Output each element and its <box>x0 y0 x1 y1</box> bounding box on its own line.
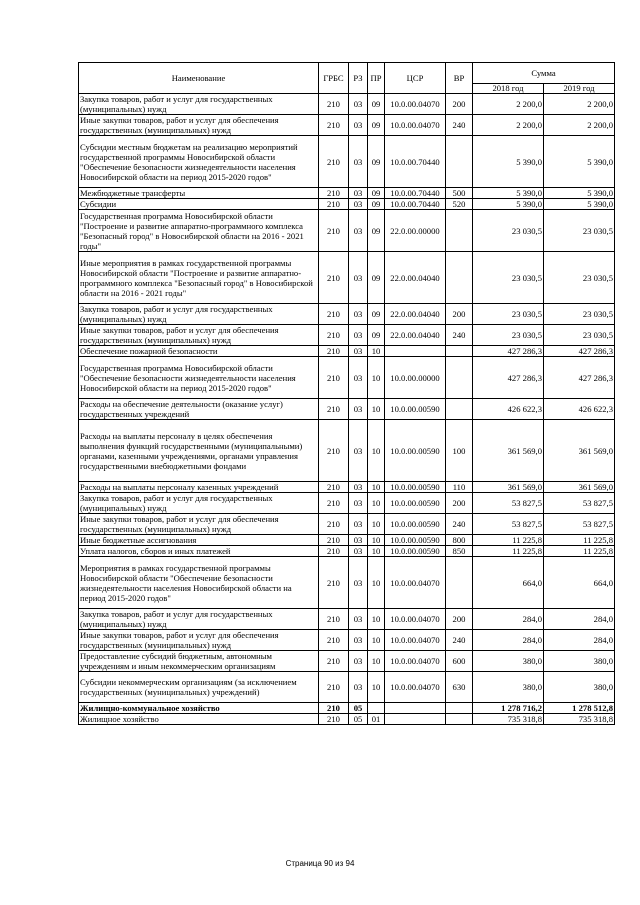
row-pr: 10 <box>368 546 385 557</box>
row-sum-2019: 284,0 <box>544 630 615 651</box>
row-grbs: 210 <box>319 672 349 703</box>
row-rz: 03 <box>349 420 368 482</box>
row-vr <box>446 714 473 725</box>
row-sum-2018: 426 622,3 <box>473 399 544 420</box>
row-csr: 10.0.00.70440 <box>385 199 446 210</box>
row-vr: 520 <box>446 199 473 210</box>
row-csr: 10.0.00.04070 <box>385 672 446 703</box>
row-rz: 03 <box>349 199 368 210</box>
row-rz: 03 <box>349 514 368 535</box>
row-vr: 240 <box>446 630 473 651</box>
row-rz: 03 <box>349 482 368 493</box>
row-sum-2018: 380,0 <box>473 651 544 672</box>
table-row <box>79 546 615 557</box>
row-grbs: 210 <box>319 493 349 514</box>
row-rz: 03 <box>349 325 368 346</box>
row-rz: 05 <box>349 703 368 714</box>
row-pr: 09 <box>368 252 385 304</box>
table-row <box>79 630 615 651</box>
table-row <box>79 482 615 493</box>
table-row <box>79 136 615 188</box>
row-name: Иные закупки товаров, работ и услуг для обеспечения государственных (муниципальных) нужд <box>79 115 319 136</box>
row-rz: 03 <box>349 493 368 514</box>
row-rz: 03 <box>349 546 368 557</box>
row-sum-2019: 23 030,5 <box>544 210 615 252</box>
row-csr: 10.0.00.70440 <box>385 188 446 199</box>
row-vr: 240 <box>446 514 473 535</box>
row-sum-2018: 11 225,8 <box>473 535 544 546</box>
row-name: Государственная программа Новосибирской области "Построение и развитие аппаратно-программного комплекса "Безопасный город" в Новосибирской области на 2016 - 2021 годы" <box>79 210 319 252</box>
row-name: Уплата налогов, сборов и иных платежей <box>79 546 319 557</box>
row-csr: 10.0.00.70440 <box>385 136 446 188</box>
row-grbs: 210 <box>319 210 349 252</box>
header-sum: Сумма <box>473 63 615 84</box>
row-name: Закупка товаров, работ и услуг для государственных (муниципальных) нужд <box>79 609 319 630</box>
row-csr: 10.0.00.00590 <box>385 514 446 535</box>
row-sum-2018: 23 030,5 <box>473 304 544 325</box>
header-rz: РЗ <box>349 63 368 94</box>
row-grbs: 210 <box>319 252 349 304</box>
row-vr <box>446 399 473 420</box>
row-sum-2018: 11 225,8 <box>473 546 544 557</box>
row-rz: 03 <box>349 188 368 199</box>
table-row <box>79 346 615 357</box>
table-row <box>79 325 615 346</box>
row-vr: 500 <box>446 188 473 199</box>
row-sum-2019: 1 278 512,8 <box>544 703 615 714</box>
table-row <box>79 493 615 514</box>
row-vr <box>446 346 473 357</box>
row-grbs: 210 <box>319 630 349 651</box>
row-name: Мероприятия в рамках государственной программы Новосибирской области "Обеспечение безопасности жизнедеятельности населения Новосибирской области на период 2015-2020 годов" <box>79 557 319 609</box>
row-vr: 200 <box>446 304 473 325</box>
row-name: Расходы на выплаты персоналу казенных учреждений <box>79 482 319 493</box>
row-grbs: 210 <box>319 651 349 672</box>
row-vr <box>446 357 473 399</box>
row-rz: 03 <box>349 672 368 703</box>
row-grbs: 210 <box>319 325 349 346</box>
row-vr: 800 <box>446 535 473 546</box>
row-name: Закупка товаров, работ и услуг для государственных (муниципальных) нужд <box>79 493 319 514</box>
row-vr: 110 <box>446 482 473 493</box>
row-rz: 05 <box>349 714 368 725</box>
row-name: Иные закупки товаров, работ и услуг для обеспечения государственных (муниципальных) нужд <box>79 325 319 346</box>
row-vr: 600 <box>446 651 473 672</box>
row-sum-2019: 5 390,0 <box>544 136 615 188</box>
row-pr: 10 <box>368 493 385 514</box>
row-sum-2019: 735 318,8 <box>544 714 615 725</box>
row-pr: 09 <box>368 115 385 136</box>
row-sum-2019: 361 569,0 <box>544 482 615 493</box>
row-grbs: 210 <box>319 399 349 420</box>
row-name: Межбюджетные трансферты <box>79 188 319 199</box>
table-row <box>79 188 615 199</box>
row-rz: 03 <box>349 609 368 630</box>
row-sum-2018: 427 286,3 <box>473 346 544 357</box>
row-csr: 22.0.00.00000 <box>385 210 446 252</box>
row-name: Государственная программа Новосибирской области "Обеспечение безопасности жизнедеятельности населения Новосибирской области на период 2015-2020 годов" <box>79 357 319 399</box>
row-grbs: 210 <box>319 346 349 357</box>
row-name: Иные закупки товаров, работ и услуг для обеспечения государственных (муниципальных) нужд <box>79 630 319 651</box>
row-grbs: 210 <box>319 188 349 199</box>
row-sum-2019: 664,0 <box>544 557 615 609</box>
row-sum-2019: 23 030,5 <box>544 304 615 325</box>
row-name: Расходы на обеспечение деятельности (оказание услуг) государственных учреждений <box>79 399 319 420</box>
row-sum-2018: 380,0 <box>473 672 544 703</box>
row-csr: 10.0.00.04070 <box>385 115 446 136</box>
row-rz: 03 <box>349 651 368 672</box>
header-name: Наименование <box>79 63 319 94</box>
row-vr: 630 <box>446 672 473 703</box>
row-rz: 03 <box>349 630 368 651</box>
row-name: Расходы на выплаты персоналу в целях обеспечения выполнения функций государственными (муниципальными) органами, казенными учреждениями, органами управления государственными внебюджетными фондами <box>79 420 319 482</box>
row-sum-2019: 380,0 <box>544 672 615 703</box>
header-pr: ПР <box>368 63 385 94</box>
table-row <box>79 703 615 714</box>
row-sum-2018: 53 827,5 <box>473 514 544 535</box>
row-pr: 10 <box>368 399 385 420</box>
row-csr: 10.0.00.00590 <box>385 399 446 420</box>
row-pr: 10 <box>368 346 385 357</box>
row-csr: 10.0.00.04070 <box>385 630 446 651</box>
row-grbs: 210 <box>319 703 349 714</box>
budget-table <box>78 62 615 725</box>
row-sum-2019: 23 030,5 <box>544 252 615 304</box>
row-sum-2018: 664,0 <box>473 557 544 609</box>
row-vr: 240 <box>446 325 473 346</box>
row-sum-2019: 11 225,8 <box>544 546 615 557</box>
row-rz: 03 <box>349 557 368 609</box>
row-name: Субсидии <box>79 199 319 210</box>
row-grbs: 210 <box>319 609 349 630</box>
row-csr: 10.0.00.04070 <box>385 557 446 609</box>
row-vr <box>446 557 473 609</box>
row-name: Закупка товаров, работ и услуг для государственных (муниципальных) нужд <box>79 94 319 115</box>
row-pr: 10 <box>368 420 385 482</box>
row-vr: 200 <box>446 609 473 630</box>
row-name: Субсидии некоммерческим организациям (за исключением государственных (муниципальных) учреждений) <box>79 672 319 703</box>
page-footer: Страница 90 из 94 <box>285 859 355 868</box>
row-rz: 03 <box>349 304 368 325</box>
row-grbs: 210 <box>319 546 349 557</box>
row-name: Жилищно-коммунальное хозяйство <box>79 703 319 714</box>
row-name: Жилищное хозяйство <box>79 714 319 725</box>
table-row <box>79 252 615 304</box>
row-csr: 10.0.00.04070 <box>385 609 446 630</box>
row-csr: 10.0.00.00590 <box>385 420 446 482</box>
table-body <box>79 94 615 725</box>
table-row <box>79 514 615 535</box>
row-sum-2019: 427 286,3 <box>544 346 615 357</box>
row-rz: 03 <box>349 535 368 546</box>
row-grbs: 210 <box>319 199 349 210</box>
row-csr: 10.0.00.00590 <box>385 482 446 493</box>
row-vr <box>446 136 473 188</box>
row-csr: 10.0.00.00590 <box>385 546 446 557</box>
header-year-2019: 2019 год <box>544 84 615 94</box>
row-grbs: 210 <box>319 420 349 482</box>
row-vr <box>446 210 473 252</box>
row-vr <box>446 703 473 714</box>
row-sum-2019: 427 286,3 <box>544 357 615 399</box>
row-sum-2018: 2 200,0 <box>473 115 544 136</box>
row-vr: 850 <box>446 546 473 557</box>
row-grbs: 210 <box>319 94 349 115</box>
row-sum-2018: 23 030,5 <box>473 210 544 252</box>
row-grbs: 210 <box>319 514 349 535</box>
row-pr: 09 <box>368 94 385 115</box>
row-sum-2018: 5 390,0 <box>473 199 544 210</box>
table-row <box>79 199 615 210</box>
row-grbs: 210 <box>319 535 349 546</box>
table-header-row <box>79 63 615 84</box>
row-rz: 03 <box>349 115 368 136</box>
row-pr: 10 <box>368 609 385 630</box>
row-csr: 10.0.00.00590 <box>385 535 446 546</box>
row-sum-2018: 53 827,5 <box>473 493 544 514</box>
row-name: Иные бюджетные ассигнования <box>79 535 319 546</box>
row-pr: 09 <box>368 199 385 210</box>
row-csr <box>385 703 446 714</box>
row-sum-2019: 53 827,5 <box>544 514 615 535</box>
row-sum-2019: 2 200,0 <box>544 94 615 115</box>
table-row <box>79 94 615 115</box>
row-csr <box>385 714 446 725</box>
row-pr: 01 <box>368 714 385 725</box>
row-pr: 10 <box>368 651 385 672</box>
row-csr <box>385 346 446 357</box>
row-sum-2018: 5 390,0 <box>473 136 544 188</box>
header-grbs: ГРБС <box>319 63 349 94</box>
table-row <box>79 210 615 252</box>
row-name: Закупка товаров, работ и услуг для государственных (муниципальных) нужд <box>79 304 319 325</box>
row-sum-2018: 23 030,5 <box>473 325 544 346</box>
row-sum-2018: 361 569,0 <box>473 482 544 493</box>
table-row <box>79 609 615 630</box>
header-vr: ВР <box>446 63 473 94</box>
row-sum-2018: 2 200,0 <box>473 94 544 115</box>
row-sum-2019: 5 390,0 <box>544 188 615 199</box>
table-row <box>79 420 615 482</box>
row-name: Предоставление субсидий бюджетным, автономным учреждениям и иным некоммерческим организациям <box>79 651 319 672</box>
table-row <box>79 651 615 672</box>
row-csr: 10.0.00.00000 <box>385 357 446 399</box>
row-sum-2019: 380,0 <box>544 651 615 672</box>
budget-table-sheet <box>78 62 614 725</box>
row-pr: 10 <box>368 357 385 399</box>
row-sum-2019: 23 030,5 <box>544 325 615 346</box>
row-pr: 10 <box>368 672 385 703</box>
row-name: Субсидии местным бюджетам на реализацию мероприятий государственной программы Новосибирской области "Обеспечение безопасности жизнедеятельности населения Новосибирской области на период 2015-2020 годов" <box>79 136 319 188</box>
row-sum-2019: 284,0 <box>544 609 615 630</box>
row-sum-2018: 735 318,8 <box>473 714 544 725</box>
row-pr: 09 <box>368 188 385 199</box>
row-sum-2019: 426 622,3 <box>544 399 615 420</box>
row-grbs: 210 <box>319 304 349 325</box>
row-sum-2018: 284,0 <box>473 630 544 651</box>
table-row <box>79 304 615 325</box>
row-sum-2018: 1 278 716,2 <box>473 703 544 714</box>
row-name: Иные закупки товаров, работ и услуг для обеспечения государственных (муниципальных) нужд <box>79 514 319 535</box>
row-csr: 22.0.00.04040 <box>385 252 446 304</box>
row-pr: 09 <box>368 136 385 188</box>
row-csr: 10.0.00.04070 <box>385 651 446 672</box>
row-sum-2019: 2 200,0 <box>544 115 615 136</box>
row-sum-2019: 361 569,0 <box>544 420 615 482</box>
row-csr: 22.0.00.04040 <box>385 304 446 325</box>
row-grbs: 210 <box>319 714 349 725</box>
table-row <box>79 672 615 703</box>
row-rz: 03 <box>349 399 368 420</box>
row-sum-2018: 23 030,5 <box>473 252 544 304</box>
row-rz: 03 <box>349 346 368 357</box>
row-sum-2019: 11 225,8 <box>544 535 615 546</box>
row-sum-2019: 53 827,5 <box>544 493 615 514</box>
row-pr: 10 <box>368 514 385 535</box>
row-sum-2018: 284,0 <box>473 609 544 630</box>
header-csr: ЦСР <box>385 63 446 94</box>
row-rz: 03 <box>349 357 368 399</box>
row-pr <box>368 703 385 714</box>
row-sum-2018: 5 390,0 <box>473 188 544 199</box>
row-pr: 10 <box>368 630 385 651</box>
row-rz: 03 <box>349 210 368 252</box>
row-grbs: 210 <box>319 115 349 136</box>
row-grbs: 210 <box>319 482 349 493</box>
row-sum-2018: 361 569,0 <box>473 420 544 482</box>
row-vr: 200 <box>446 493 473 514</box>
row-vr: 240 <box>446 115 473 136</box>
row-grbs: 210 <box>319 557 349 609</box>
row-rz: 03 <box>349 94 368 115</box>
row-vr: 100 <box>446 420 473 482</box>
row-pr: 10 <box>368 535 385 546</box>
row-name: Иные мероприятия в рамках государственной программы Новосибирской области "Построение и развитие аппаратно-программного комплекса "Безопасный город" в Новосибирской области на 2016 - 2021 годы" <box>79 252 319 304</box>
row-sum-2018: 427 286,3 <box>473 357 544 399</box>
row-vr: 200 <box>446 94 473 115</box>
row-csr: 10.0.00.00590 <box>385 493 446 514</box>
table-row <box>79 399 615 420</box>
row-pr: 10 <box>368 482 385 493</box>
row-rz: 03 <box>349 136 368 188</box>
row-pr: 09 <box>368 210 385 252</box>
row-name: Обеспечение пожарной безопасности <box>79 346 319 357</box>
table-row <box>79 115 615 136</box>
table-row <box>79 357 615 399</box>
row-vr <box>446 252 473 304</box>
row-pr: 09 <box>368 304 385 325</box>
row-pr: 09 <box>368 325 385 346</box>
table-row <box>79 714 615 725</box>
table-row <box>79 557 615 609</box>
header-year-2018: 2018 год <box>473 84 544 94</box>
row-pr: 10 <box>368 557 385 609</box>
row-csr: 22.0.00.04040 <box>385 325 446 346</box>
row-rz: 03 <box>349 252 368 304</box>
row-grbs: 210 <box>319 136 349 188</box>
table-row <box>79 535 615 546</box>
row-csr: 10.0.00.04070 <box>385 94 446 115</box>
row-sum-2019: 5 390,0 <box>544 199 615 210</box>
row-grbs: 210 <box>319 357 349 399</box>
